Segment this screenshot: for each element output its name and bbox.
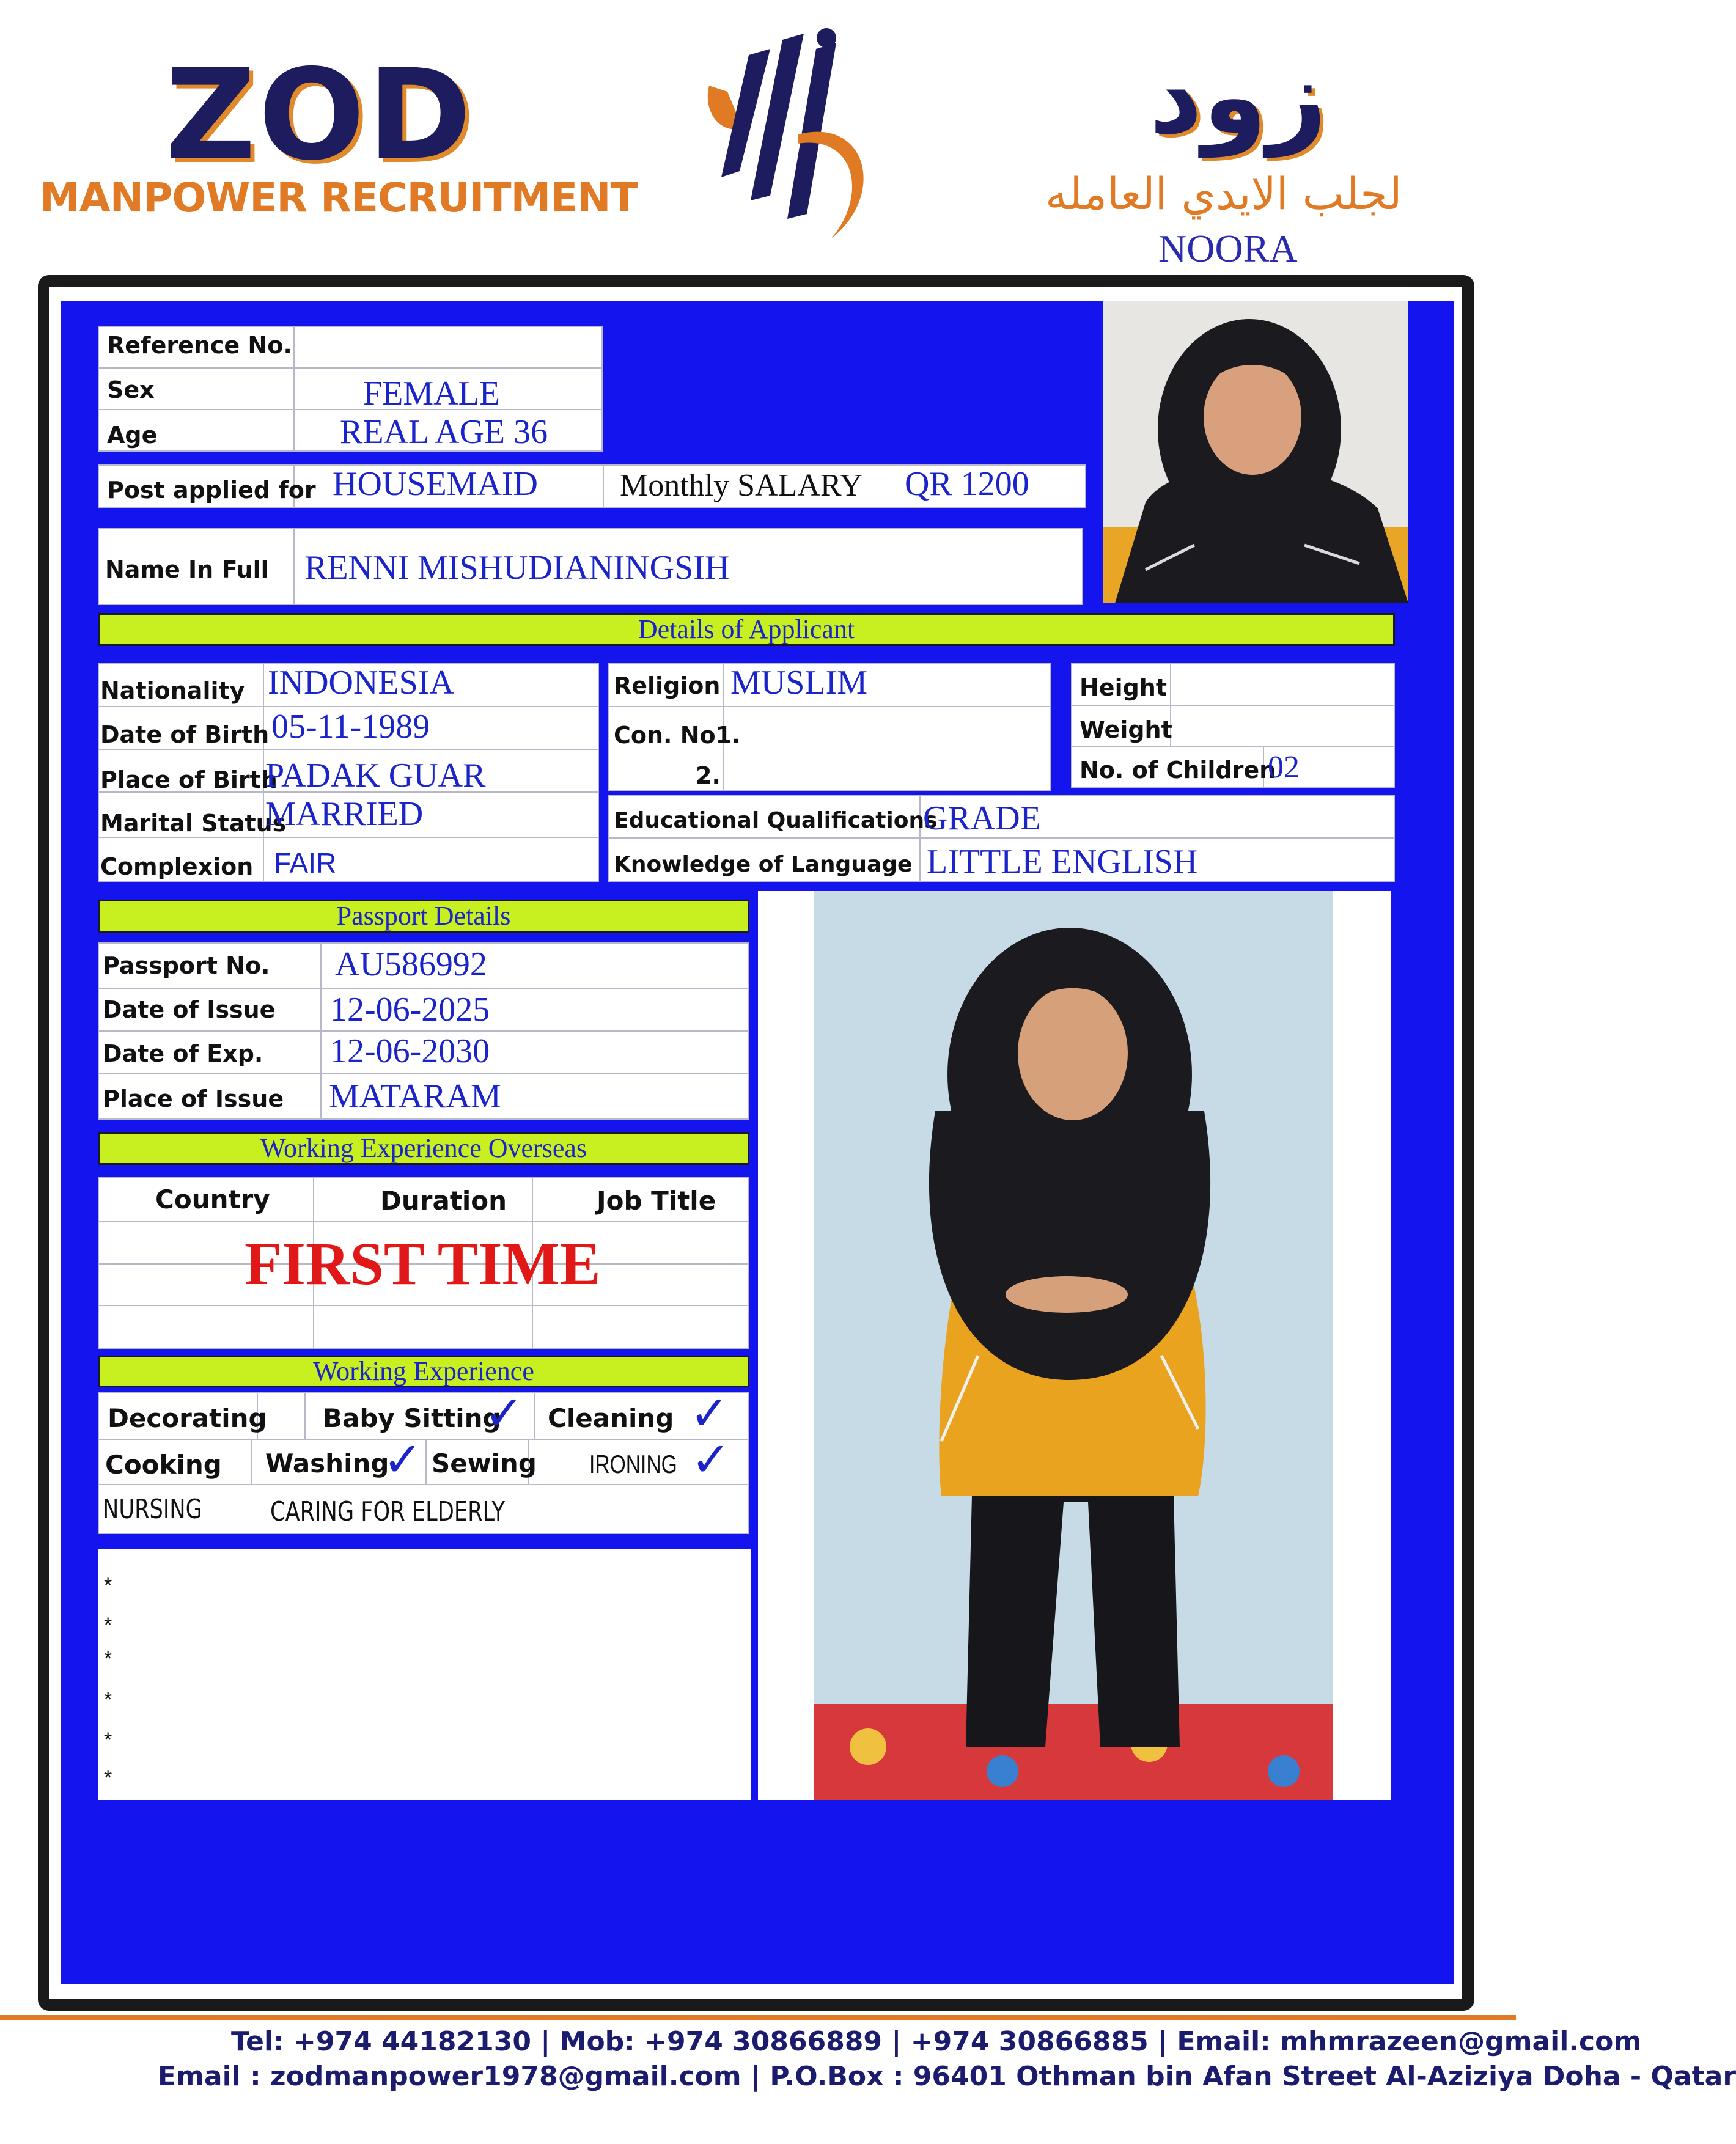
cleaning-check-icon: ✓ — [690, 1386, 730, 1441]
first-time-stamp: FIRST TIME — [245, 1230, 601, 1298]
contact2-label: 2. — [696, 762, 721, 789]
marital-value: MARRIED — [265, 795, 424, 833]
skill-cleaning: Cleaning — [548, 1403, 674, 1433]
brand-arabic-subtitle: لجلب الايدي العامله — [1045, 168, 1402, 219]
education-value: GRADE — [923, 799, 1041, 837]
reference-label: Reference No. — [107, 332, 292, 359]
name-label: Name In Full — [105, 556, 269, 583]
salary-label: Monthly SALARY — [620, 468, 863, 503]
skill-sewing: Sewing — [432, 1448, 537, 1478]
marital-label: Marital Status — [100, 810, 287, 837]
overseas-col-jobtitle: Job Title — [597, 1186, 716, 1216]
skill-cooking: Cooking — [105, 1450, 222, 1480]
age-value: REAL AGE 36 — [340, 413, 548, 451]
complexion-value: FAIR — [274, 847, 337, 879]
education-label: Educational Qualifications — [614, 808, 938, 833]
passport-expiry-value: 12-06-2030 — [330, 1032, 490, 1070]
overseas-col-duration: Duration — [380, 1186, 507, 1216]
pob-value: PADAK GUAR — [265, 757, 486, 795]
passport-number-label: Passport No. — [103, 952, 270, 979]
children-value: 02 — [1268, 750, 1300, 785]
passport-place-label: Place of Issue — [103, 1085, 284, 1112]
skill-decorating: Decorating — [108, 1403, 267, 1433]
brand-logo-text: ZOD — [165, 43, 474, 188]
contact1-label: Con. No1. — [614, 722, 741, 749]
notes-box — [98, 1549, 751, 1800]
note-bullet: * — [104, 1766, 112, 1790]
pob-label: Place of Birth — [100, 766, 278, 793]
sex-label: Sex — [107, 376, 155, 403]
note-bullet: * — [104, 1647, 112, 1670]
sex-value: FEMALE — [363, 375, 500, 413]
washing-check-icon: ✓ — [383, 1433, 423, 1488]
religion-value: MUSLIM — [730, 664, 868, 702]
complexion-label: Complexion — [100, 853, 254, 880]
dob-label: Date of Birth — [100, 721, 270, 748]
footer-contact-line-1: Tel: +974 44182130 | Mob: +974 30866889 | +974 30866885 | Email: mhmrazeen@gmail.com — [231, 2026, 1642, 2057]
skill-baby-sitting: Baby Sitting — [323, 1403, 501, 1433]
height-label: Height — [1079, 674, 1168, 701]
nationality-value: INDONESIA — [268, 664, 454, 702]
experience-heading: Working Experience — [98, 1356, 749, 1387]
baby-sitting-check-icon: ✓ — [484, 1386, 524, 1441]
note-bullet: * — [104, 1688, 112, 1711]
brand-arabic-logo: زود — [1149, 37, 1327, 158]
age-label: Age — [107, 422, 158, 449]
post-label: Post applied for — [107, 477, 316, 504]
note-bullet: * — [104, 1728, 112, 1752]
language-label: Knowledge of Language — [614, 852, 913, 877]
religion-label: Religion — [614, 672, 721, 699]
ironing-check-icon: ✓ — [691, 1433, 731, 1488]
salary-value: QR 1200 — [905, 465, 1029, 503]
weight-label: Weight — [1079, 716, 1172, 743]
skill-ironing: IRONING — [589, 1450, 677, 1478]
name-value: RENNI MISHUDIANINGSIH — [304, 549, 730, 587]
children-label: No. of Children — [1079, 757, 1276, 784]
brand-subtitle: MANPOWER RECRUITMENT — [40, 174, 638, 221]
post-value: HOUSEMAID — [333, 465, 538, 503]
skill-caring-elderly: CARING FOR ELDERLY — [270, 1496, 505, 1527]
skill-nursing: NURSING — [103, 1494, 202, 1525]
nationality-label: Nationality — [100, 677, 245, 704]
passport-expiry-label: Date of Exp. — [103, 1040, 263, 1067]
passport-issue-value: 12-06-2025 — [330, 991, 490, 1029]
overseas-col-country: Country — [155, 1184, 270, 1214]
note-bullet: * — [104, 1614, 112, 1637]
passport-number-value: AU586992 — [335, 945, 487, 983]
passport-place-value: MATARAM — [329, 1078, 501, 1115]
overseas-heading: Working Experience Overseas — [98, 1132, 749, 1165]
details-heading: Details of Applicant — [98, 613, 1395, 646]
note-bullet: * — [104, 1574, 112, 1597]
passport-issue-label: Date of Issue — [103, 996, 276, 1023]
applicant-headshot-photo — [1103, 301, 1408, 603]
skill-washing: Washing — [265, 1448, 389, 1478]
branch-name: NOORA — [1158, 227, 1298, 270]
footer-contact-line-2: Email : zodmanpower1978@gmail.com | P.O.Box : 96401 Othman bin Afan Street Al-Aziziya Doha - Qatar — [158, 2061, 1736, 2092]
dob-value: 05-11-1989 — [271, 708, 430, 746]
passport-heading: Passport Details — [98, 900, 749, 933]
footer-divider — [0, 2015, 1516, 2020]
company-emblem-icon — [685, 12, 880, 244]
language-value: LITTLE ENGLISH — [927, 843, 1198, 881]
applicant-full-photo — [758, 891, 1391, 1800]
